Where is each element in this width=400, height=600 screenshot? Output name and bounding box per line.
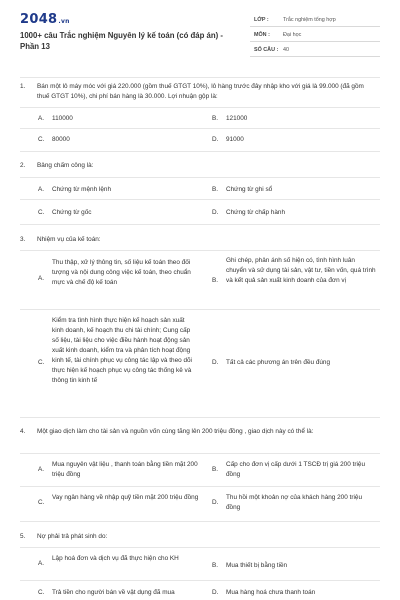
option-b[interactable]: [212, 561, 377, 571]
option-letter: D.: [212, 359, 219, 366]
option-letter: A.: [38, 275, 45, 282]
option-text: 121000: [226, 115, 248, 122]
divider: [20, 309, 380, 310]
option-a[interactable]: [38, 460, 203, 480]
meta-value: Đại học: [283, 32, 302, 38]
option-text: 80000: [52, 136, 70, 143]
question-number: 2.: [20, 162, 26, 169]
option-c[interactable]: [38, 316, 203, 410]
meta-key: LỚP :: [254, 17, 269, 23]
option-text: Kiểm tra tình hình thực hiện kế hoạch sản xuất kinh doanh, kế hoạch thu chi tài chính; Cung cấp số liệu, tài liệu cho việc điều hành hoạt động sản xuất kinh doanh, kiểm tra và phân tích hoạt động kinh tế, tài chính phục vụ công tác lập và theo dõi thực hiện kế hoạch phục vụ công tác thống kê và thông tin kinh tế: [52, 317, 192, 384]
option-letter: A.: [38, 186, 45, 193]
option-letter: B.: [212, 466, 219, 473]
option-letter: A.: [38, 560, 45, 567]
divider: [20, 486, 380, 487]
divider: [20, 77, 380, 78]
option-b[interactable]: [212, 460, 377, 480]
option-c[interactable]: [38, 135, 188, 145]
meta-key: SỐ CÂU :: [254, 47, 279, 53]
option-text: Chứng từ ghi sổ: [226, 186, 273, 193]
meta-panel: [250, 12, 380, 57]
divider: [20, 128, 380, 129]
option-d[interactable]: [212, 588, 377, 598]
logo-tld: .vn: [58, 18, 70, 25]
option-text: Lập hoá đơn và dịch vụ đã thực hiện cho KH: [52, 555, 179, 562]
divider: [20, 453, 380, 454]
option-a[interactable]: [38, 554, 203, 574]
divider: [20, 547, 380, 548]
option-a[interactable]: [38, 185, 188, 195]
option-a[interactable]: [38, 114, 188, 124]
site-logo[interactable]: [20, 12, 70, 27]
option-text: Cấp cho đơn vị cấp dưới 1 TSCĐ trị giá 200 triệu đồng: [226, 461, 365, 478]
option-letter: B.: [212, 115, 219, 122]
option-text: Mua hàng hoá chưa thanh toán: [226, 589, 316, 596]
question-number: 1.: [20, 83, 26, 90]
option-c[interactable]: [38, 208, 188, 218]
divider: [20, 580, 380, 581]
meta-row-class: [250, 12, 380, 27]
option-letter: D.: [212, 136, 219, 143]
option-letter: A.: [38, 115, 45, 122]
option-text: Mua thiết bị bằng tiền: [226, 562, 288, 569]
question-text: Bán một lô máy móc với giá 220.000 (gồm thuế GTGT 10%), lô hàng trước đây nhập kho với giá là 99.000 (đã gồm thuế GTGT 10%), chi phí bán hàng là 30.000. Lợi nhuận gộp là:: [37, 83, 364, 100]
option-letter: D.: [212, 209, 219, 216]
question-text: Nhiệm vụ của kế toán:: [37, 236, 101, 243]
question-text: Một giao dịch làm cho tài sản và nguồn vốn cùng tăng lên 200 triệu đồng , giao dịch này có thể là:: [37, 428, 314, 435]
divider: [20, 151, 380, 152]
page-header: [0, 0, 400, 66]
option-text: Chứng từ mệnh lệnh: [52, 186, 112, 193]
divider: [20, 250, 380, 251]
divider: [20, 177, 380, 178]
option-b[interactable]: [212, 256, 377, 306]
divider: [20, 521, 380, 522]
option-text: Trả tiền cho người bán về vật dụng đã mua: [52, 589, 175, 596]
meta-row-subject: [250, 27, 380, 42]
option-text: Thu hồi một khoản nợ của khách hàng 200 triệu đồng: [226, 494, 362, 511]
option-text: Chứng từ chấp hành: [226, 209, 286, 216]
option-text: Mua nguyên vật liệu , thanh toán bằng tiền mặt 200 triệu đồng: [52, 461, 198, 478]
option-letter: D.: [212, 499, 219, 506]
option-d[interactable]: [212, 493, 377, 513]
meta-key: MÔN :: [254, 32, 270, 38]
option-text: Vay ngân hàng về nhập quỹ tiền mặt 200 triệu đồng: [52, 494, 199, 501]
option-c[interactable]: [38, 588, 208, 598]
option-letter: A.: [38, 466, 45, 473]
option-a[interactable]: [38, 258, 198, 300]
meta-value: Trắc nghiệm tổng hợp: [283, 17, 336, 23]
divider: [20, 199, 380, 200]
option-b[interactable]: [212, 114, 372, 124]
option-letter: C.: [38, 136, 45, 143]
option-letter: C.: [38, 589, 45, 596]
divider: [20, 224, 380, 225]
question-text: Nợ phải trả phát sinh do:: [37, 533, 108, 540]
option-letter: B.: [212, 562, 219, 569]
option-letter: C.: [38, 499, 45, 506]
option-text: 91000: [226, 136, 244, 143]
question-number: 4.: [20, 428, 26, 435]
option-letter: C.: [38, 209, 45, 216]
option-text: Ghi chép, phản ánh số hiện có, tình hình luân chuyển và sử dụng tài sản, vật tư, tiền vốn, quá trình và kết quả sản xuất kinh doanh của đơn vị: [226, 257, 376, 284]
question-number: 3.: [20, 236, 26, 243]
divider: [20, 107, 380, 108]
option-text: 110000: [52, 115, 73, 122]
option-c[interactable]: [38, 493, 203, 513]
option-d[interactable]: [212, 316, 377, 410]
meta-row-count: [250, 42, 380, 57]
option-letter: B.: [212, 186, 219, 193]
option-b[interactable]: [212, 185, 372, 195]
question-text: Bảng chấm công là:: [37, 162, 94, 169]
meta-value: 40: [283, 47, 289, 53]
option-d[interactable]: [212, 135, 372, 145]
option-text: Tất cả các phương án trên đều đúng: [226, 359, 331, 366]
question-number: 5.: [20, 533, 26, 540]
option-text: Chứng từ gốc: [52, 209, 92, 216]
page-title: 1000+ câu Trắc nghiệm Nguyên lý kế toán (có đáp án) - Phần 13: [20, 31, 223, 51]
option-text: Thu thập, xử lý thông tin, số liệu kế toán theo đối tượng và nội dung công việc kế toán, theo chuẩn mực và chế độ kế toán: [52, 259, 191, 286]
option-letter: D.: [212, 589, 219, 596]
option-letter: B.: [212, 277, 219, 284]
option-letter: C.: [38, 359, 45, 366]
logo-main: 2048: [20, 12, 58, 27]
divider: [20, 417, 380, 418]
option-d[interactable]: [212, 208, 372, 218]
